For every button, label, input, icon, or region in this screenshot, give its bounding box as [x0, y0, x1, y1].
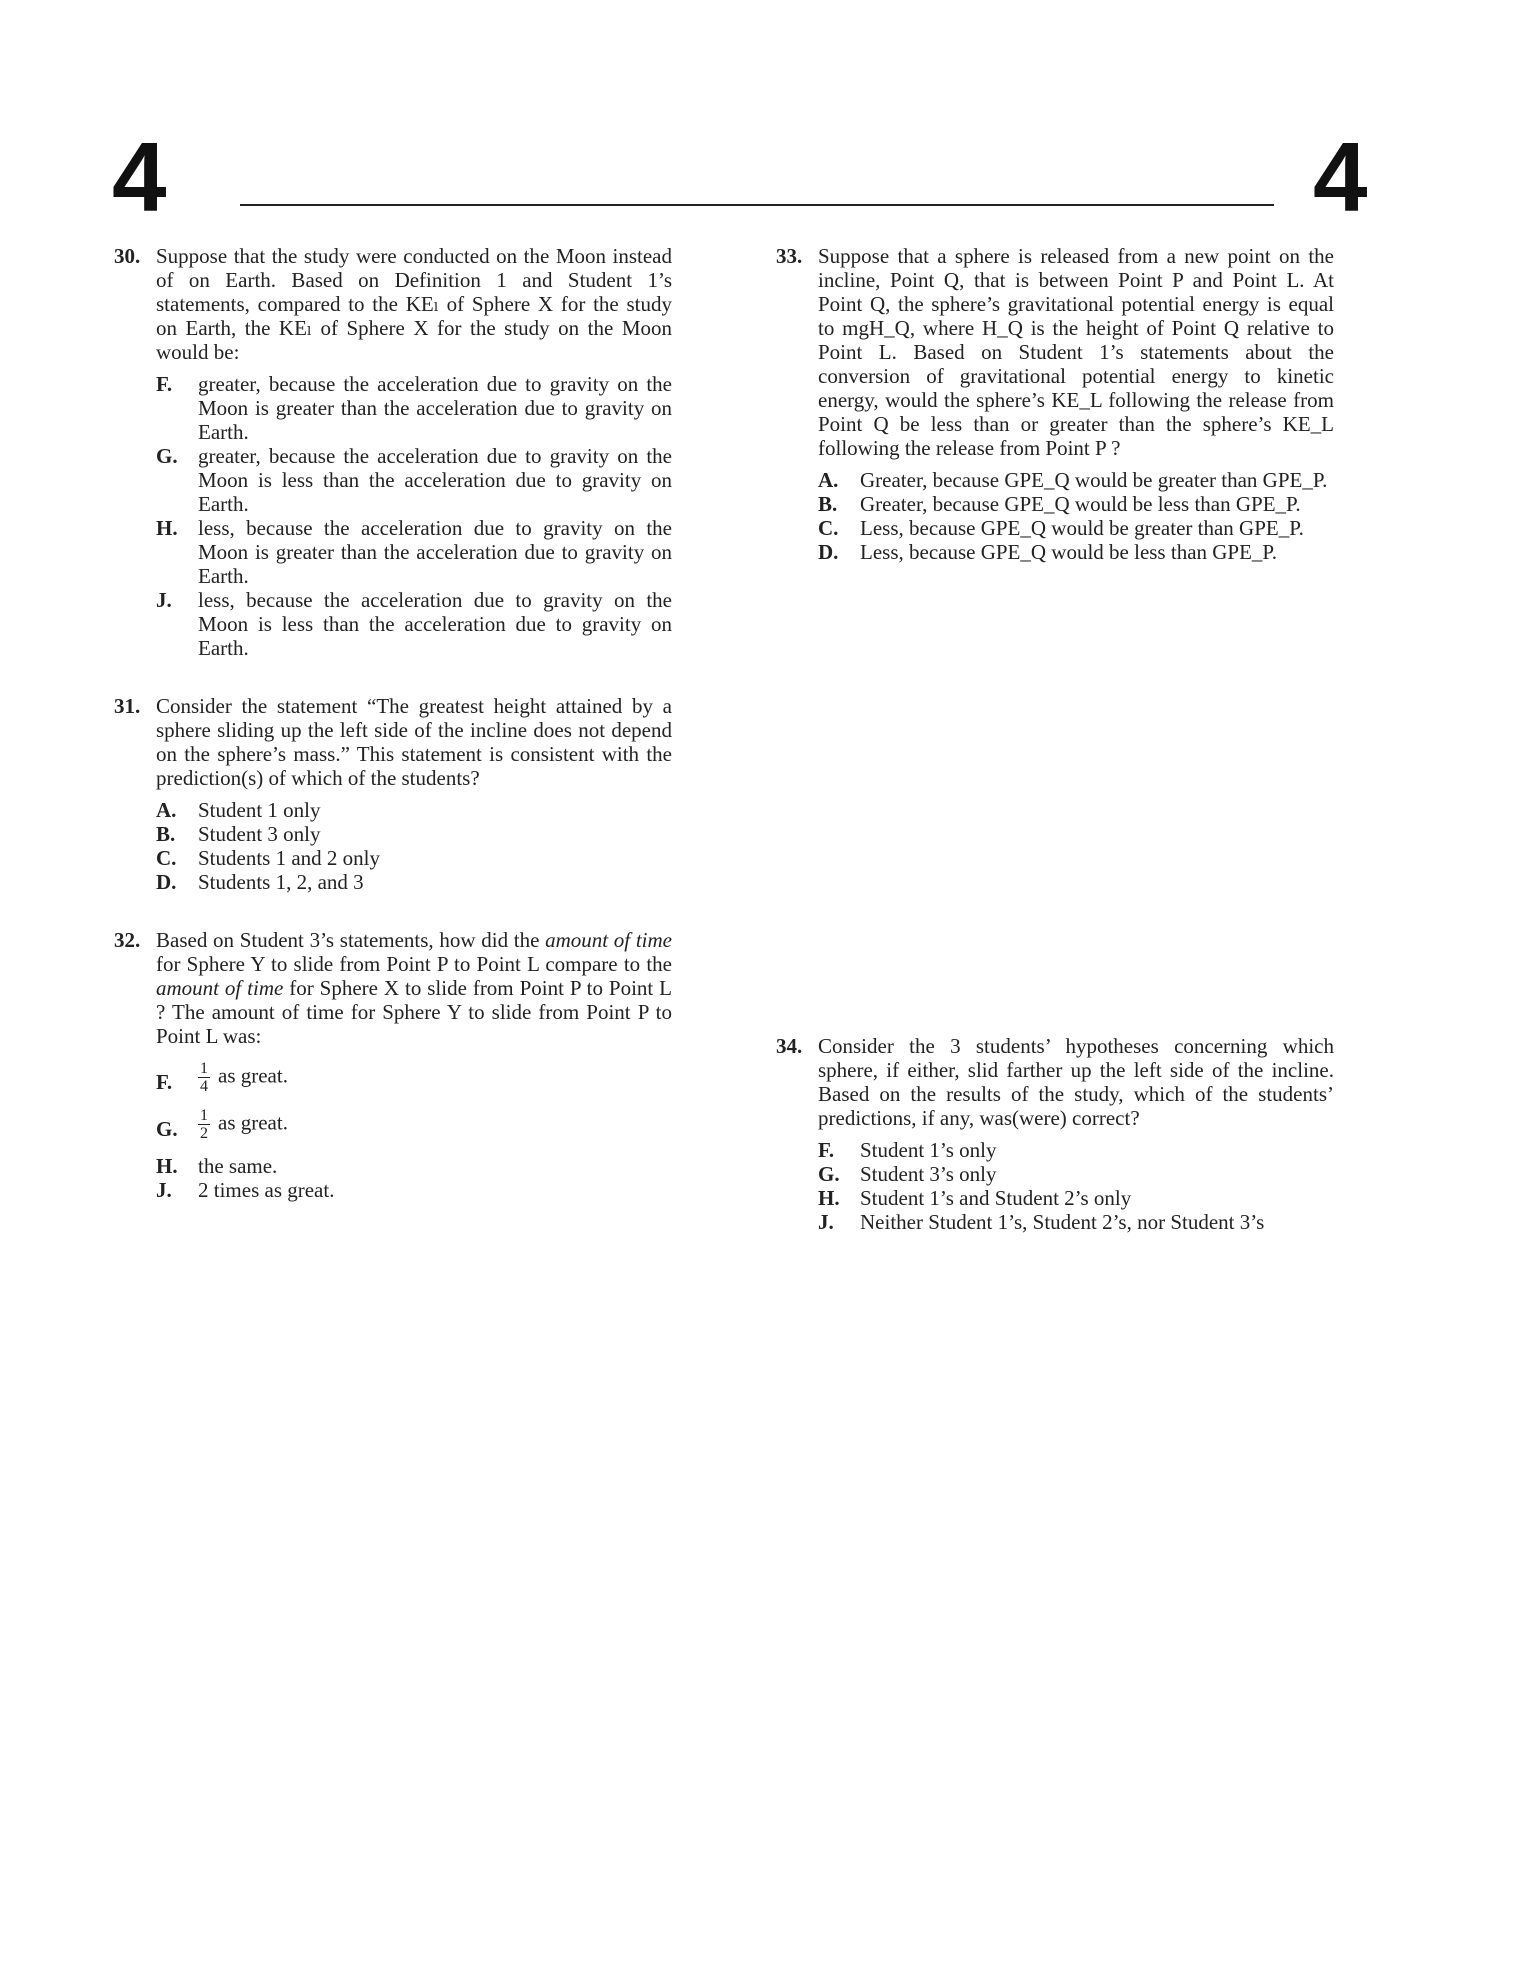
right-column — [776, 244, 1334, 1234]
option-letter: J. — [818, 1210, 834, 1234]
question-stem: Suppose that a sphere is released from a new point on the incline, Point Q, that is between Point P and Point L. At Point Q, the sphere’s gravitational potential energy is equal to mgH_Q, where H_Q is the height of Point Q relative to Point L. Based on Student 1’s statements about the conversion of gravitational potential energy to kinetic energy, would the sphere’s KE_L following the release from Point Q be less than or greater than the sphere’s KE_L following the release from Point P ? — [818, 244, 1334, 460]
option-text: Student 1’s only — [860, 1138, 997, 1162]
option-letter: F. — [156, 1070, 173, 1094]
answer-option[interactable] — [818, 1162, 1334, 1186]
answer-options — [818, 1138, 1334, 1234]
question-31 — [114, 694, 672, 894]
answer-option[interactable] — [156, 444, 672, 516]
answer-option[interactable] — [156, 822, 672, 846]
fraction: $\frac{1}{4}$ — [200, 1060, 208, 1095]
answer-options — [818, 468, 1334, 564]
option-text: Student 3’s only — [860, 1162, 997, 1186]
option-text: Less, because GPE_Q would be less than GPE_P. — [860, 540, 1278, 564]
answer-option[interactable] — [156, 1154, 672, 1178]
question-32 — [114, 928, 672, 1202]
option-letter: G. — [156, 444, 178, 468]
option-text: Students 1 and 2 only — [198, 846, 380, 870]
fraction: $\frac{1}{2}$ — [200, 1107, 208, 1142]
answer-option[interactable] — [156, 372, 672, 444]
option-text: as great. — [218, 1110, 288, 1135]
answer-option[interactable] — [156, 588, 672, 660]
option-letter: J. — [156, 588, 172, 612]
question-30 — [114, 244, 672, 660]
option-text: Student 1 only — [198, 798, 321, 822]
answer-options — [156, 798, 672, 894]
option-text: Student 1’s and Student 2’s only — [860, 1186, 1132, 1210]
question-stem: Consider the statement “The greatest height attained by a sphere sliding up the left side of the incline does not depend on the sphere’s mass.” This statement is consistent with the prediction(s) of which of the students? — [156, 694, 672, 790]
option-text: Student 3 only — [198, 822, 321, 846]
answer-option[interactable] — [818, 468, 1334, 492]
question-number: 33. — [776, 244, 803, 268]
answer-option[interactable] — [156, 1178, 672, 1202]
question-stem: Based on Student 3’s statements, how did the amount of time for Sphere Y to slide from Point P to Point L compare to the amount of time for Sphere X to slide from Point P to Point L ? The amount of time for Sphere Y to slide from Point P to Point L was: — [156, 928, 672, 1048]
question-number: 32. — [114, 928, 141, 952]
option-text: greater, because the acceleration due to gravity on the Moon is greater than the acceleration due to gravity on Earth. — [198, 372, 672, 444]
answer-option[interactable] — [818, 1210, 1334, 1234]
option-text: Neither Student 1’s, Student 2’s, nor Student 3’s — [860, 1210, 1265, 1234]
option-letter: D. — [156, 870, 177, 894]
answer-option[interactable] — [156, 798, 672, 822]
option-letter: B. — [156, 822, 176, 846]
option-letter: H. — [818, 1186, 840, 1210]
answer-option[interactable] — [818, 1138, 1334, 1162]
option-letter: F. — [156, 372, 173, 396]
option-letter: F. — [818, 1138, 835, 1162]
option-text: the same. — [198, 1154, 278, 1178]
question-stem: Consider the 3 students’ hypotheses concerning which sphere, if either, slid farther up the left side of the incline. Based on the results of the study, which of the students’ predictions, if any, was(were) correct? — [818, 1034, 1334, 1130]
answer-options — [156, 1060, 672, 1202]
option-letter: H. — [156, 516, 178, 540]
option-text: greater, because the acceleration due to gravity on the Moon is less than the acceleration due to gravity on Earth. — [198, 444, 672, 516]
section-number-left: 4 — [112, 122, 167, 232]
question-number: 31. — [114, 694, 141, 718]
question-33 — [776, 244, 1334, 564]
option-letter: D. — [818, 540, 839, 564]
header-rule — [240, 204, 1274, 206]
answer-option[interactable] — [818, 1186, 1334, 1210]
option-text: Greater, because GPE_Q would be greater than GPE_P. — [860, 468, 1328, 492]
option-text: less, because the acceleration due to gravity on the Moon is less than the acceleration due to gravity on Earth. — [198, 588, 672, 660]
answer-option[interactable] — [818, 516, 1334, 540]
answer-options — [156, 372, 672, 660]
option-letter: G. — [818, 1162, 840, 1186]
question-number: 30. — [114, 244, 141, 268]
option-letter: C. — [156, 846, 177, 870]
option-text: Greater, because GPE_Q would be less than GPE_P. — [860, 492, 1301, 516]
option-text: 2 times as great. — [198, 1178, 335, 1202]
question-stem: Suppose that the study were conducted on the Moon instead of on Earth. Based on Definition 1 and Student 1’s statements, compared to the KEₗ of Sphere X for the study on Earth, the KEₗ of Sphere X for the study on the Moon would be: — [156, 244, 672, 364]
option-letter: G. — [156, 1117, 178, 1141]
answer-option[interactable] — [156, 516, 672, 588]
answer-option[interactable] — [156, 846, 672, 870]
section-number-right: 4 — [1313, 122, 1368, 232]
option-letter: A. — [818, 468, 839, 492]
question-number: 34. — [776, 1034, 803, 1058]
option-text: Students 1, 2, and 3 — [198, 870, 364, 894]
option-letter: B. — [818, 492, 838, 516]
left-column — [114, 244, 672, 1202]
option-text: less, because the acceleration due to gravity on the Moon is greater than the acceleration due to gravity on Earth. — [198, 516, 672, 588]
option-letter: H. — [156, 1154, 178, 1178]
option-letter: J. — [156, 1178, 172, 1202]
answer-option[interactable] — [818, 540, 1334, 564]
answer-option[interactable] — [156, 870, 672, 894]
option-text: as great. — [218, 1063, 288, 1088]
answer-option[interactable] — [156, 1060, 672, 1095]
option-text: Less, because GPE_Q would be greater than GPE_P. — [860, 516, 1304, 540]
answer-option[interactable] — [818, 492, 1334, 516]
option-letter: C. — [818, 516, 839, 540]
question-34 — [776, 1034, 1334, 1234]
option-letter: A. — [156, 798, 177, 822]
answer-option[interactable] — [156, 1107, 672, 1142]
